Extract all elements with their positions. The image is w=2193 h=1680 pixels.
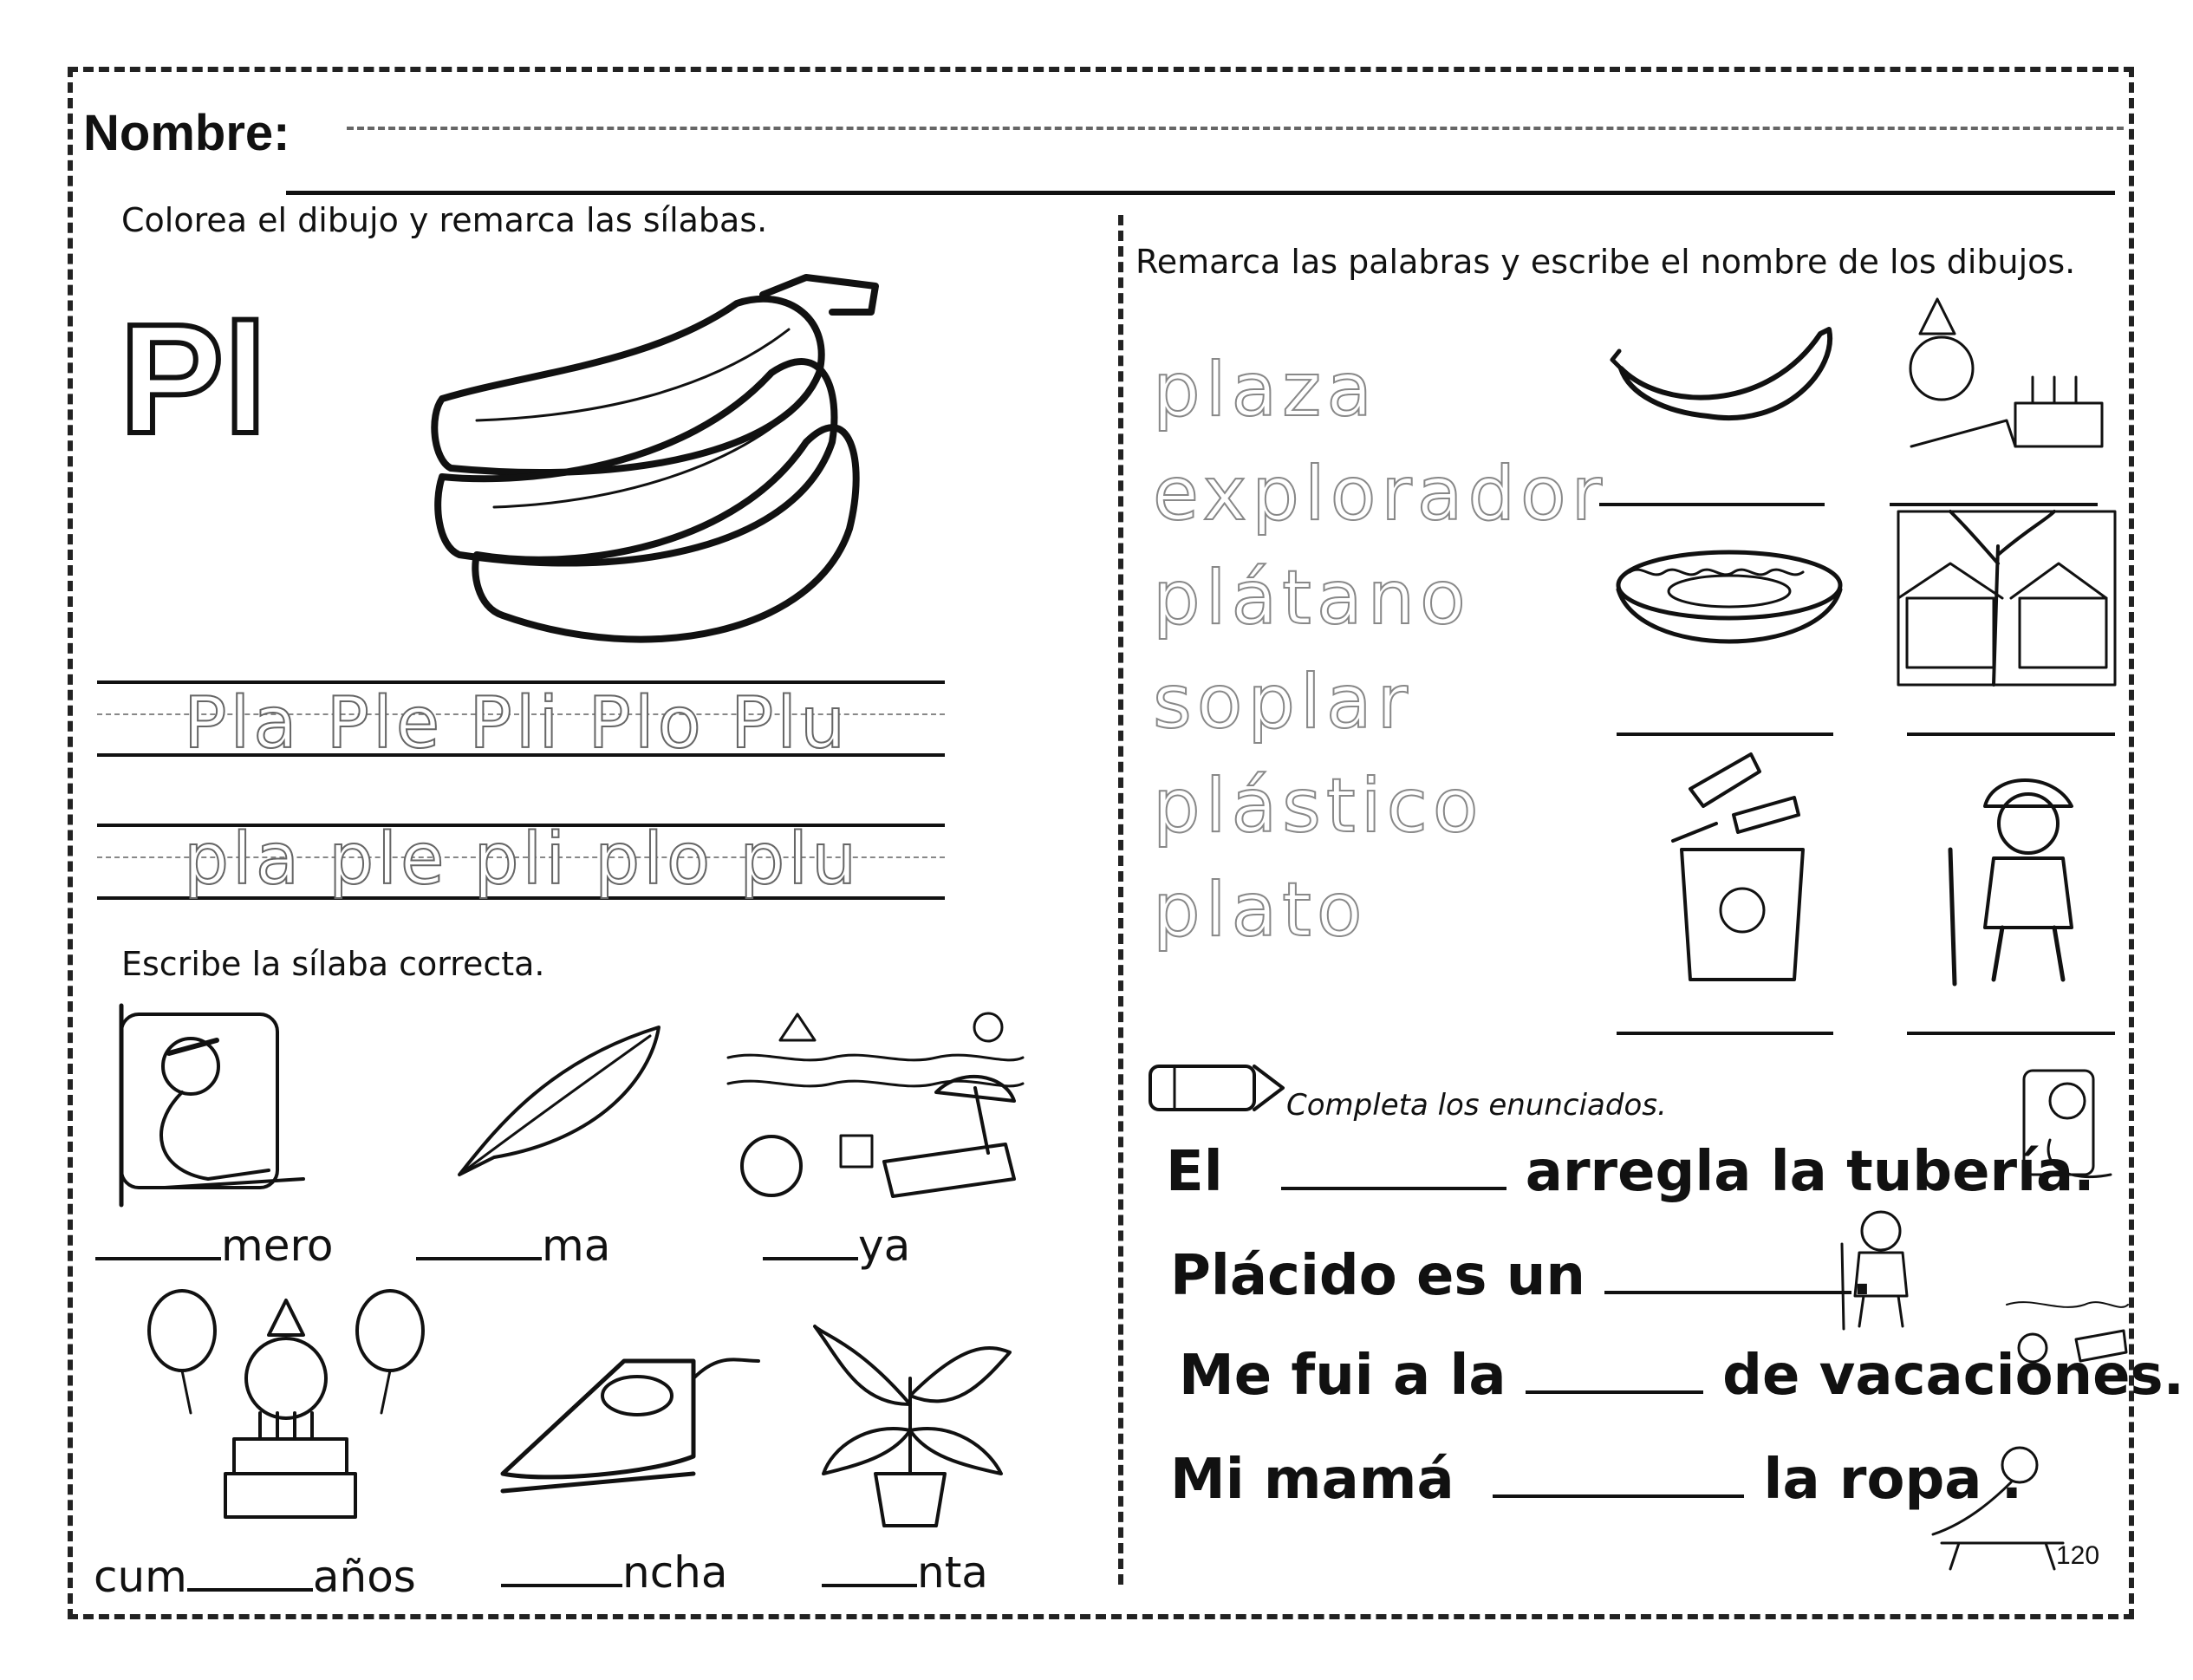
word-answer-line-6[interactable] bbox=[1907, 1032, 2115, 1035]
instruction-color: Colorea el dibujo y remarca las sílabas. bbox=[121, 201, 768, 239]
explorer-icon bbox=[1933, 772, 2115, 988]
potted-plant-icon bbox=[806, 1309, 1014, 1526]
plaza-icon bbox=[1898, 511, 2115, 685]
tracing-row-lower[interactable] bbox=[97, 818, 945, 902]
column-divider bbox=[1118, 215, 1123, 1585]
iron-icon bbox=[494, 1344, 763, 1500]
big-letters-pl: Pl bbox=[120, 292, 268, 466]
blank-item-2: ma bbox=[416, 1221, 610, 1271]
birthday-cake-icon bbox=[139, 1283, 433, 1534]
sentence-blank-3[interactable] bbox=[1526, 1373, 1703, 1394]
sentence-2: Plácido es un . bbox=[1170, 1244, 1873, 1308]
blank-item-4: cum años bbox=[94, 1552, 416, 1602]
sentence-blank-2[interactable] bbox=[1604, 1273, 1851, 1294]
beach-icon bbox=[728, 1006, 1023, 1205]
name-field-line[interactable] bbox=[347, 127, 2124, 130]
answer-blank-1[interactable] bbox=[95, 1240, 221, 1260]
blank-item-1: mero bbox=[95, 1221, 334, 1271]
pencil-icon bbox=[1149, 1062, 1287, 1114]
blank-item-6: nta bbox=[822, 1547, 988, 1598]
answer-blank-3[interactable] bbox=[763, 1240, 858, 1260]
answer-blank-2[interactable] bbox=[416, 1240, 542, 1260]
trace-word-2: explorador bbox=[1153, 451, 1608, 537]
answer-blank-4[interactable] bbox=[187, 1571, 313, 1592]
feather-icon bbox=[442, 1010, 676, 1183]
blank-item-5: ncha bbox=[501, 1547, 728, 1598]
blowing-candles-icon bbox=[1903, 299, 2111, 455]
trace-word-4: soplar bbox=[1153, 659, 1413, 746]
instruction-words: Remarca las palabras y escribe el nombre de los dibujos. bbox=[1136, 243, 2076, 281]
answer-blank-6[interactable] bbox=[822, 1566, 917, 1587]
sentence-4: Mi mamá la ropa . bbox=[1170, 1448, 2023, 1512]
small-ironing-icon bbox=[1924, 1439, 2072, 1569]
instruction-sentences: Completa los enunciados. bbox=[1286, 1088, 1667, 1123]
name-label: Nombre: bbox=[83, 105, 290, 161]
tracing-row-upper[interactable] bbox=[97, 680, 945, 765]
word-answer-line-2[interactable] bbox=[1890, 503, 2098, 506]
recycling-bin-icon bbox=[1656, 746, 1829, 980]
instruction-syllable: Escribe la sílaba correcta. bbox=[121, 945, 545, 983]
sentence-blank-1[interactable] bbox=[1281, 1169, 1506, 1190]
name-underline bbox=[286, 191, 2115, 195]
plumber-icon bbox=[95, 1006, 321, 1214]
trace-word-3: plátano bbox=[1153, 555, 1471, 641]
small-beach-icon bbox=[2007, 1279, 2128, 1374]
word-answer-line-5[interactable] bbox=[1617, 1032, 1833, 1035]
syllables-upper: Pla Ple Pli Plo Plu bbox=[184, 682, 849, 765]
small-plumber-icon bbox=[2015, 1062, 2119, 1192]
sentence-3: Me fui a la de vacaciones. bbox=[1179, 1344, 2184, 1408]
page-number: 120 bbox=[2056, 1541, 2100, 1570]
trace-word-1: plaza bbox=[1153, 347, 1378, 433]
answer-blank-5[interactable] bbox=[501, 1566, 622, 1587]
word-answer-line-3[interactable] bbox=[1617, 733, 1833, 736]
banana-icon bbox=[1612, 316, 1838, 420]
syllables-lower: pla ple pli plo plu bbox=[184, 818, 861, 901]
bowl-icon bbox=[1612, 546, 1846, 676]
word-answer-line-1[interactable] bbox=[1599, 503, 1825, 506]
small-explorer-icon bbox=[1833, 1201, 1929, 1331]
sentence-blank-4[interactable] bbox=[1493, 1477, 1744, 1498]
sentence-1: El arregla la tubería. bbox=[1166, 1140, 2095, 1204]
word-answer-line-4[interactable] bbox=[1907, 733, 2115, 736]
trace-word-5: plástico bbox=[1153, 763, 1484, 850]
blank-item-3: ya bbox=[763, 1221, 910, 1271]
trace-word-6: plato bbox=[1153, 867, 1368, 954]
bananas-icon bbox=[425, 269, 884, 659]
